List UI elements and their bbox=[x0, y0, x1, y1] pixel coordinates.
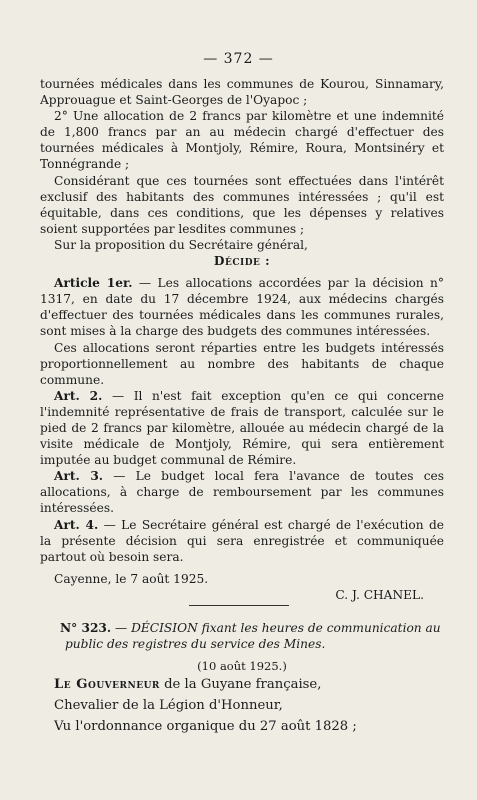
place-date: Cayenne, le 7 août 1925. bbox=[54, 571, 209, 586]
article-3 bbox=[40, 468, 444, 516]
governor-rest: de la Guyane française, bbox=[159, 677, 322, 692]
article-3-text: — Le budget local fera l'avance de toutes ces allocations, à charge de remboursement par les communes intéressées. bbox=[40, 469, 445, 516]
paragraph-communes: tournées médicales dans les communes de Kourou, Sinnamary, Approuague et Saint-Georges de l'Oyapoc ; bbox=[40, 77, 444, 108]
article-1-text: — Les allocations accordées par la décision n° 1317, en date du 17 décembre 1924, aux médecins chargés d'effectuer des tournées médicales dans les communes rurales, sont mises à la charge des budgets des communes intéressées. bbox=[40, 276, 444, 339]
signature: C. J. CHANEL. bbox=[335, 587, 424, 602]
decision-number: N° 323. bbox=[60, 621, 112, 635]
article-4 bbox=[40, 517, 444, 565]
governor-lead: Le Gouverneur bbox=[54, 677, 160, 692]
ordonnance-line: Vu l'ordonnance organique du 27 août 1828 ; bbox=[54, 719, 357, 734]
article-3-label: Art. 3. bbox=[54, 469, 104, 484]
article-2-label: Art. 2. bbox=[54, 388, 103, 403]
section-divider bbox=[189, 605, 289, 606]
decision-date: (10 août 1925.) bbox=[197, 659, 287, 673]
decide-heading: Décide : bbox=[213, 254, 271, 269]
article-4-text: — Le Secrétaire général est chargé de l'exécution de la présente décision qui sera enregistrée et communiquée partout où besoin sera. bbox=[40, 517, 444, 564]
decision-dash: — bbox=[111, 621, 132, 635]
paragraph-allocation: 2° Une allocation de 2 francs par kilomètre et une indemnité de 1,800 francs par an au médecin chargé d'effectuer des tournées médicales à Montjoly, Rémire, Roura, Montsinéry et Tonnégrande ; bbox=[40, 109, 444, 172]
paragraph-considerant: Considérant que ces tournées sont effectuées dans l'intérêt exclusif des habitants des communes intéressées ; qu'il est équitable, dans ces conditions, que les dépenses y relatives soient supportées par lesdites communes ; bbox=[40, 173, 444, 236]
governor-line bbox=[40, 674, 444, 695]
article-2-text: — Il n'est fait exception qu'en ce qui concerne l'indemnité représentative de frais de transport, calculée sur le pied de 2 francs par kilomètre, allouée au médecin chargé de la visite médicale de Montjoly, Rémire, qui sera entièrement imputée au budget communal de Rémire. bbox=[40, 388, 444, 468]
paragraph-repartition: Ces allocations seront réparties entre les budgets intéressés proportionnellement au nombre des habitants de chaque commune. bbox=[40, 340, 444, 387]
page-number: — 372 — bbox=[203, 51, 274, 67]
decision-section bbox=[40, 620, 444, 737]
decision-header bbox=[40, 620, 444, 652]
article-1-label: Article 1er. bbox=[54, 276, 133, 291]
decision-title: DÉCISION fixant les heures de communication au public des registres du service des Mines. bbox=[65, 621, 441, 651]
article-2 bbox=[40, 388, 444, 468]
article-4-label: Art. 4. bbox=[54, 517, 99, 532]
article-1 bbox=[40, 275, 444, 339]
document-body bbox=[40, 76, 444, 603]
chevalier-line: Chevalier de la Légion d'Honneur, bbox=[54, 698, 283, 713]
paragraph-proposition: Sur la proposition du Secrétaire général, bbox=[54, 237, 308, 252]
